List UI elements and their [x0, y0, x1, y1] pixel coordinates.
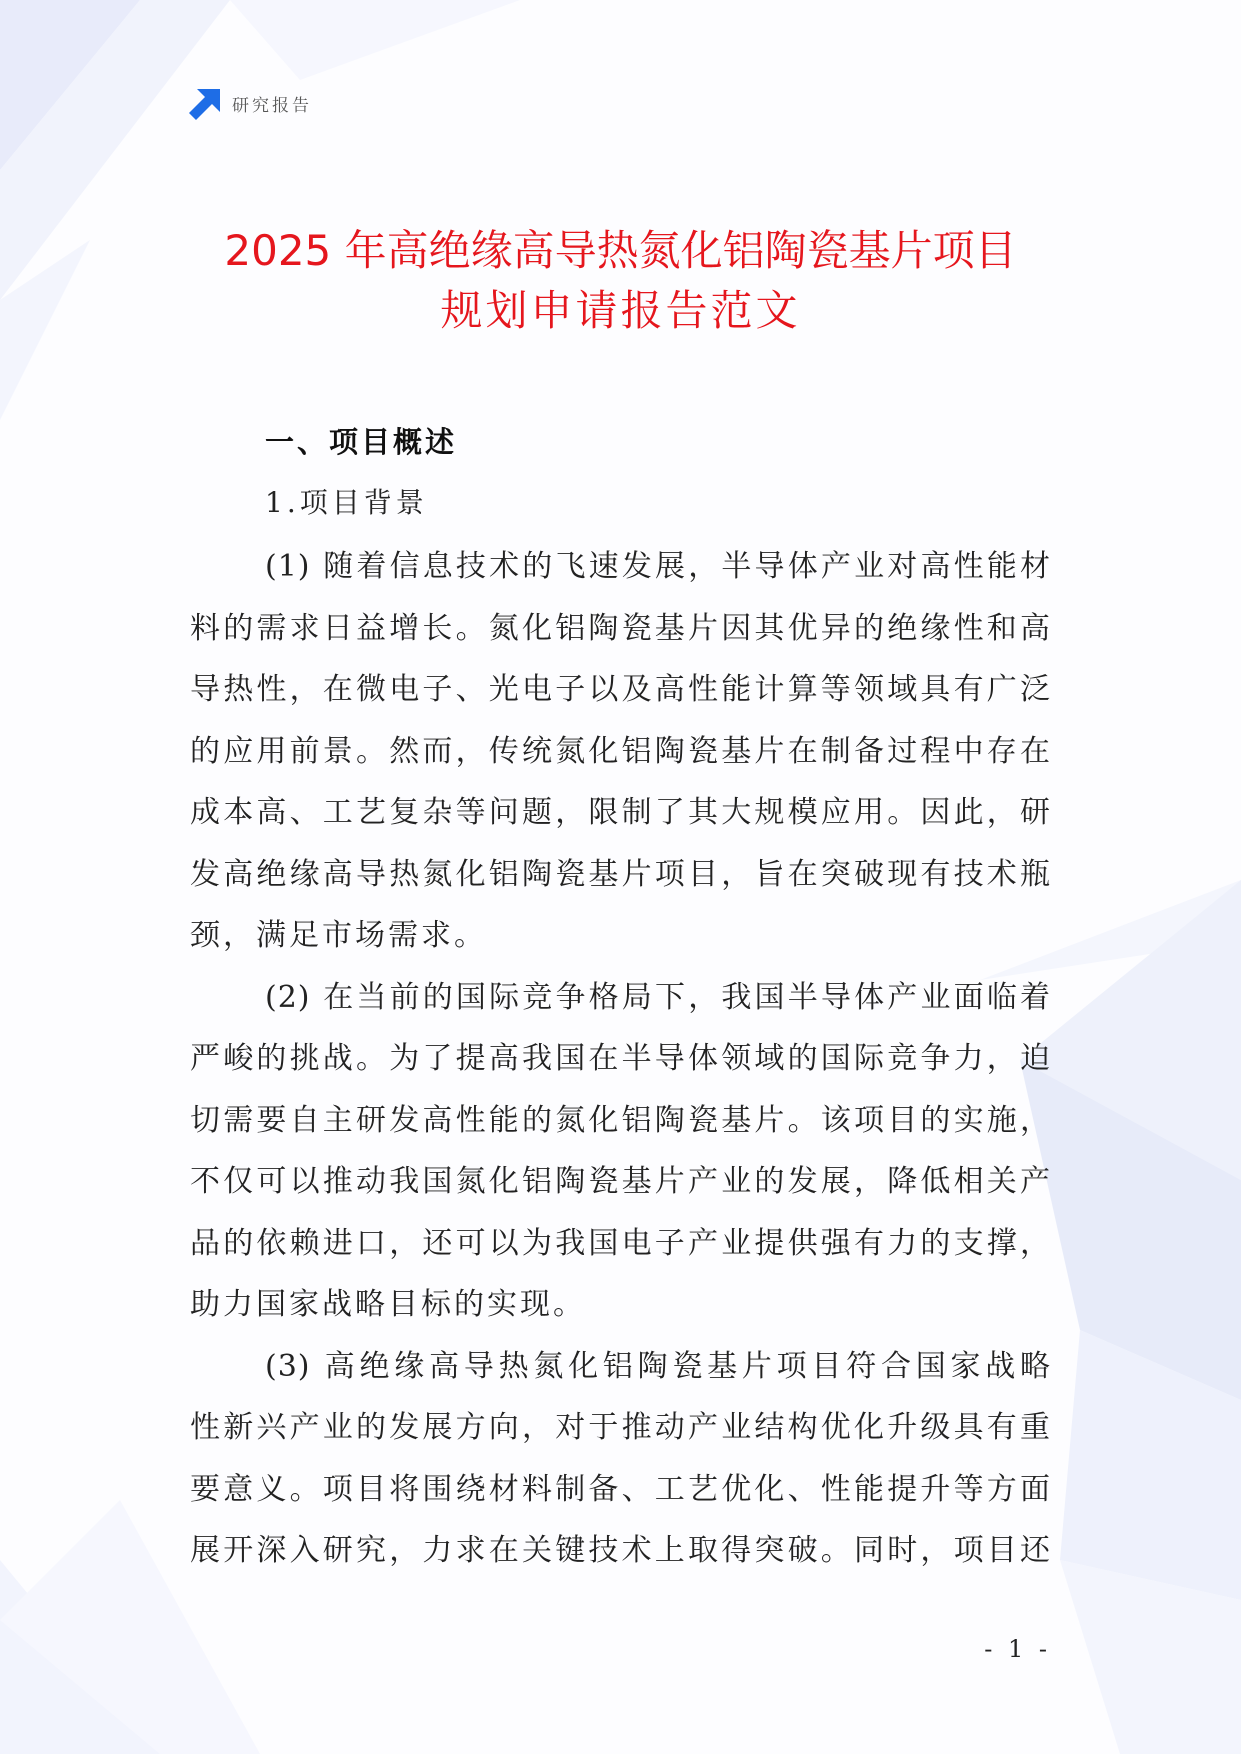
paragraph-line: 严峻的挑战。为了提高我国在半导体领域的国际竞争力，迫 [190, 1041, 1051, 1076]
document-title [0, 221, 1241, 341]
paragraph-line: 发高绝缘高导热氮化铝陶瓷基片项目，旨在突破现有技术瓶 [190, 856, 1051, 892]
paragraph-line: 助力国家战略目标的实现。 [190, 1287, 586, 1322]
paragraph-line: 性新兴产业的发展方向，对于推动产业结构优化升级具有重 [190, 1410, 1051, 1445]
section-heading: 一、项目概述 [265, 425, 458, 459]
paragraph-3 [190, 1336, 1051, 1582]
paragraph-1 [190, 536, 1051, 967]
paragraph-line: 品的依赖进口，还可以为我国电子产业提供强有力的支撑， [190, 1225, 1051, 1261]
paragraph-line: 料的需求日益增长。氮化铝陶瓷基片因其优异的绝缘性和高 [190, 610, 1051, 646]
arrow-up-right-icon [188, 89, 220, 121]
paragraph-line: (2) 在当前的国际竞争格局下，我国半导体产业面临着 [265, 979, 1051, 1015]
paragraph-line: 颈，满足市场需求。 [190, 918, 487, 953]
body-text [190, 536, 1051, 1582]
paragraph-2 [190, 967, 1051, 1336]
header-label: 研究报告 [232, 96, 312, 116]
paragraph-line: 的应用前景。然而，传统氮化铝陶瓷基片在制备过程中存在 [190, 733, 1051, 769]
paragraph-line: 不仅可以推动我国氮化铝陶瓷基片产业的发展，降低相关产 [190, 1164, 1051, 1199]
subsection-heading: 1.项目背景 [265, 486, 428, 519]
paragraph-line: 展开深入研究，力求在关键技术上取得突破。同时，项目还 [190, 1533, 1051, 1568]
paragraph-line: 成本高、工艺复杂等问题，限制了其大规模应用。因此，研 [190, 795, 1051, 830]
paragraph-line: (3) 高绝缘高导热氮化铝陶瓷基片项目符合国家战略 [265, 1348, 1051, 1384]
paragraph-line: (1) 随着信息技术的飞速发展，半导体产业对高性能材 [265, 549, 1051, 584]
paragraph-line: 导热性，在微电子、光电子以及高性能计算等领域具有广泛 [190, 672, 1051, 707]
paragraph-line: 切需要自主研发高性能的氮化铝陶瓷基片。该项目的实施， [190, 1102, 1051, 1138]
title-line-2: 规划申请报告范文 [440, 286, 801, 335]
paragraph-line: 要意义。项目将围绕材料制备、工艺优化、性能提升等方面 [190, 1471, 1051, 1507]
page-number: - 1 - [984, 1635, 1051, 1663]
title-line-1: 2025 年高绝缘高导热氮化铝陶瓷基片项目 [224, 226, 1017, 275]
